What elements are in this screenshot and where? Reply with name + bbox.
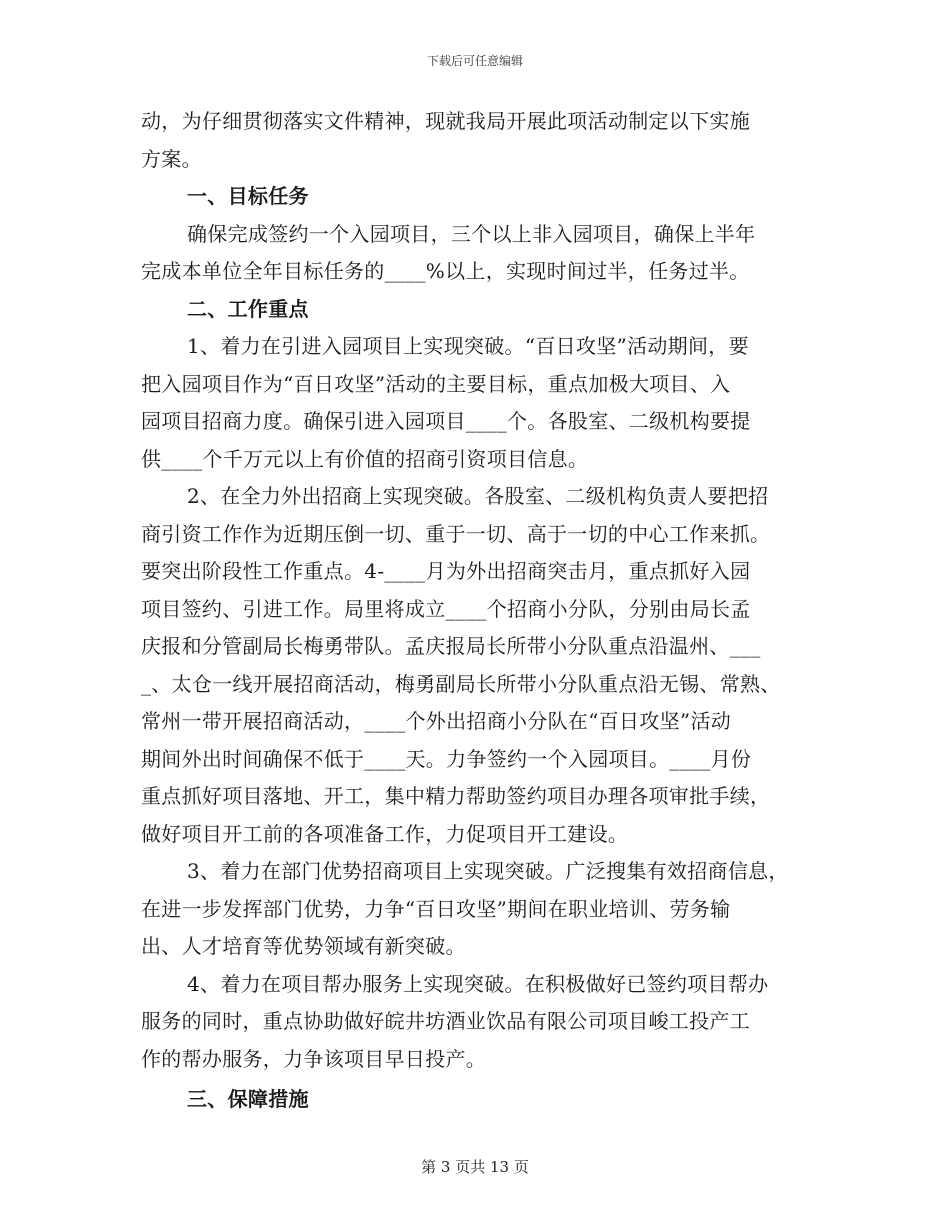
text-line: 供____个千万元以上有价值的招商引资项目信息。 [141,446,589,471]
text-line: 2、在全力外出招商上实现突破。各股室、二级机构负责人要把招 [187,484,769,508]
text-line: 4、着力在项目帮办服务上实现突破。在积极做好已签约项目帮办 [187,971,769,996]
document-body [141,103,831,1120]
section-heading: 二、工作重点 [187,296,309,321]
text-line: 3、着力在部门优势招商项目上实现突破。广泛搜集有效招商信息， [187,859,789,883]
text-line: 完成本单位全年目标任务的____%以上，实现时间过半，任务过半。 [141,259,750,283]
text-line: 在进一步发挥部门优势，力争“百日攻坚”期间在职业培训、劳务输 [141,896,731,921]
section-heading: 一、目标任务 [187,184,309,208]
text-line: 项目签约、引进工作。局里将成立____个招商小分队，分别由局长孟 [141,596,751,621]
page-header: 下载后可任意编辑 [426,54,523,68]
section-heading: 三、保障措施 [187,1087,309,1111]
text-line: 确保完成签约一个入园项目，三个以上非入园项目，确保上半年 [187,221,756,246]
text-line: 动，为仔细贯彻落实文件精神，现就我局开展此项活动制定以下实施 [141,109,750,133]
text-line: 作的帮办服务，力争该项目早日投产。 [141,1046,487,1071]
text-line: 把入园项目作为“百日攻坚”活动的主要目标，重点加极大项目、入 [141,371,731,396]
text-line: 重点抓好项目落地、开工，集中精力帮助签约项目办理各项审批手续， [141,784,771,808]
text-line: 园项目招商力度。确保引进入园项目____个。各股室、二级机构要提 [141,409,751,433]
text-line: 常州一带开展招商活动，____个外出招商小分队在“百日攻坚”活动 [141,709,732,733]
text-line: 出、人才培育等优势领域有新突破。 [141,934,466,958]
text-line: 方案。 [141,146,202,171]
text-line: 做好项目开工前的各项准备工作，力促项目开工建设。 [141,821,629,846]
text-line: 期间外出时间确保不低于____天。力争签约一个入园项目。____月份 [141,746,752,771]
page-footer: 第 3 页共 13 页 [421,1158,529,1176]
text-line: 庆报和分管副局长梅勇带队。孟庆报局长所带小分队重点沿温州、___ [141,634,761,658]
text-line: 服务的同时，重点协助做好皖井坊酒业饮品有限公司项目峻工投产工 [141,1009,750,1033]
text-line: _、太仓一线开展招商活动，梅勇副局长所带小分队重点沿无锡、常熟、 [141,671,781,696]
text-line: 商引资工作作为近期压倒一切、重于一切、高于一切的中心工作来抓。 [141,521,771,546]
text-line: 1、着力在引进入园项目上实现突破。“百日攻坚”活动期间，要 [187,334,749,358]
text-line: 要突出阶段性工作重点。4-____月为外出招商突击月，重点抓好入园 [141,559,751,583]
